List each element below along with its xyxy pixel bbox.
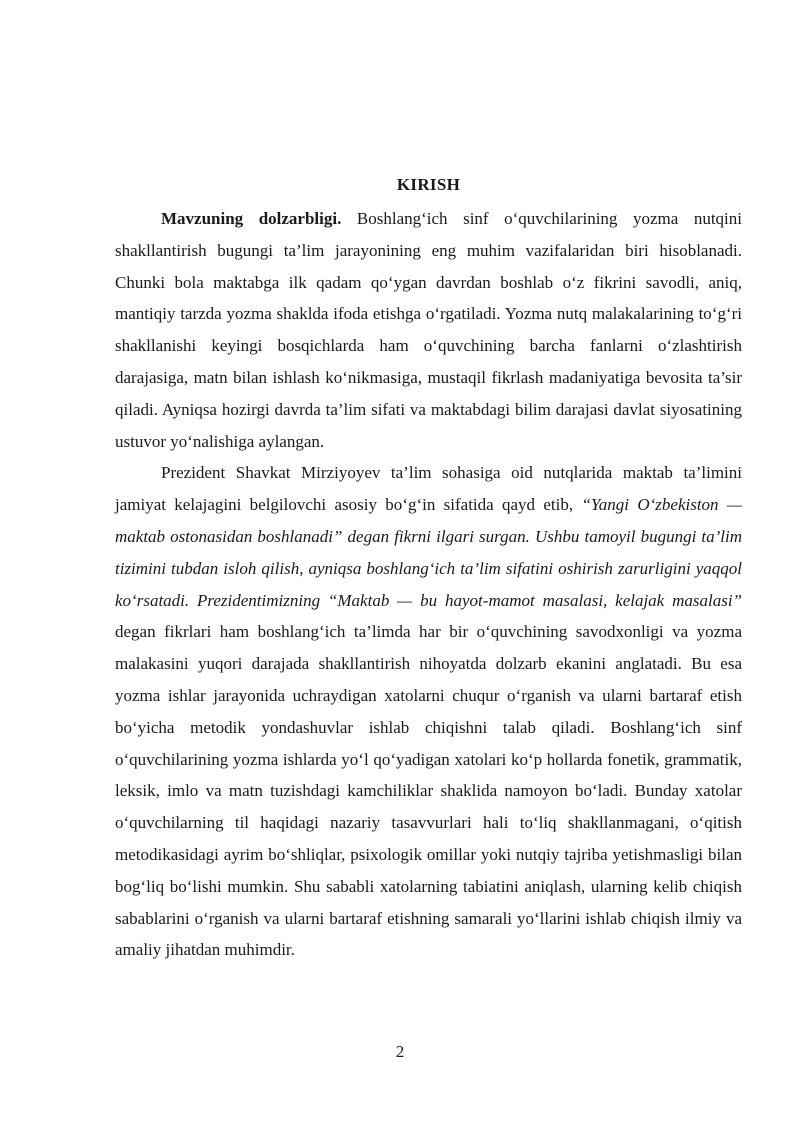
paragraph-text: Boshlang‘ich sinf o‘quvchilarining yozma nutqini shakllantirish bugungi ta’lim jarayonining eng muhim vazifalaridan biri hisoblanadi. Chunki bola maktabga ilk qadam qo‘ygan davrdan boshlab o‘z fikrini savodli, aniq, mantiqiy tarzda yozma shaklda ifoda etishga o‘rgatiladi. Yozma nutq malakalarining to‘g‘ri shakllanishi keyingi bosqichlarda ham o‘quvchining barcha fanlarni o‘zlashtirish darajasiga, matn bilan ishlash ko‘nikmasiga, mustaqil fikrlash madaniyatiga bevosita ta’sir qiladi. Ayniqsa hozirgi davrda ta’lim sifati va maktabdagi bilim darajasi davlat siyosatining ustuvor yo‘nalishiga aylangan. xyxy=(115,209,742,451)
paragraph-lead: Mavzuning dolzarbligi. xyxy=(161,209,342,228)
italic-quote: “Yangi O‘zbekiston — maktab ostonasidan boshlanadi” degan fikrni ilgari surgan. Ushbu tamoyil bugungi ta’lim tizimini tubdan isloh qilish, ayniqsa boshlang‘ich ta’lim sifatini oshirish zarurligini yaqqol ko‘rsatadi. Prezidentimizning “Maktab — bu hayot-mamot masalasi, kelajak masalasi” xyxy=(115,495,742,610)
paragraph-text-after-quote: degan fikrlari ham boshlang‘ich ta’limda har bir o‘quvchining savodxonligi va yozma malakasini yuqori darajada shakllantirish nihoyatda dolzarb ekanini anglatadi. Bu esa yozma ishlar jarayonida uchraydigan xatolarni chuqur o‘rganish va ularni bartaraf etish bo‘yicha metodik yondashuvlar ishlab chiqishni talab qiladi. Boshlang‘ich sinf o‘quvchilarining yozma ishlarda yo‘l qo‘yadigan xatolari ko‘p hollarda fonetik, grammatik, leksik, imlo va matn tuzishdagi kamchiliklar shaklida namoyon bo‘ladi. Bunday xatolar o‘quvchilarning til haqidagi nazariy tasavvurlari hali to‘liq shakllanmagani, o‘qitish metodikasidagi ayrim bo‘shliqlar, psixologik omillar yoki nutqiy tajriba yetishmasligi bilan bog‘liq bo‘lishi mumkin. Shu sababli xatolarning tabiatini aniqlash, ularning kelib chiqish sabablarini o‘rganish va ularni bartaraf etishning samarali yo‘llarini ishlab chiqish ilmiy va amaliy jihatdan muhimdir. xyxy=(115,622,742,960)
paragraph-text-before-quote: Prezident Shavkat Mirziyoyev ta’lim sohasiga oid nutqlarida maktab ta’limini jamiyat kelajagini belgilovchi asosiy bo‘g‘in sifatida qayd etib, xyxy=(115,463,742,515)
paragraph-president-quote xyxy=(115,457,742,966)
page-number: 2 xyxy=(395,1042,405,1061)
page-body xyxy=(115,173,742,966)
paragraph-relevance xyxy=(115,203,742,457)
section-heading: KIRISH xyxy=(396,175,461,194)
